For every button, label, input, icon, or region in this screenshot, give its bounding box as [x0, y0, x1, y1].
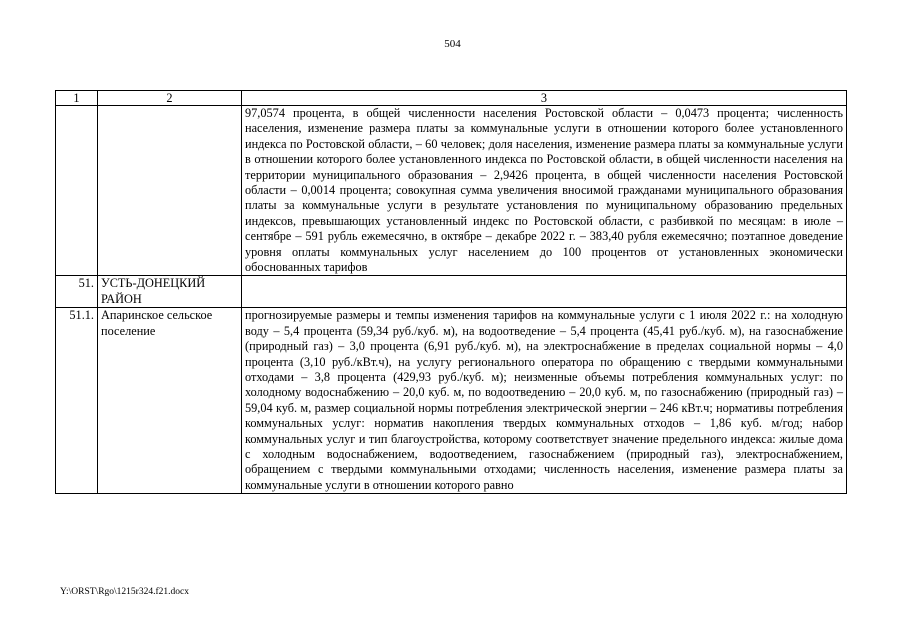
page-number: 504 — [444, 38, 461, 50]
column-header-name: 2 — [98, 91, 242, 106]
row-text-cell: прогнозируемые размеры и темпы изменения тарифов на коммунальные услуги с 1 июля 2022 г.: на холодную воду – 5,4 процента (59,34 руб./куб. м), на водоотведение – 5,4 процента (45,41 руб./куб. м), на газоснабжение (природный газ) – 3,0 процента (6,91 руб./куб. м), на электроснабжение в пределах социальной нормы – 4,0 процента (3,10 руб./кВт.ч), на услугу регионального оператора по обращению с твердыми коммунальными отходами – 3,8 процента (429,93 руб./куб. м); неизменные объемы потребления коммунальных услуг: по холодному водоснабжению – 20,0 куб. м, по водоотведению – 20,0 куб. м, по газоснабжению (природный газ) – 59,04 куб. м, размер социальной нормы потребления электрической энергии – 246 кВт.ч; нормативы потребления коммунальных услуг: норматив накопления твердых коммунальных отходов – 1,86 куб. м/год; набор коммунальных услуг и тип благоустройства, которому соответствует значение предельного индекса: жилые дома с холодным водоснабжением, водоотведением, газоснабжением (природный газ), электроснабжением, обращением с твердыми коммунальными отходами; численность населения, изменение размера платы за коммунальные услуги в отношении которого равно — [242, 308, 847, 494]
row-text-cell — [242, 276, 847, 308]
table-row — [56, 106, 847, 276]
row-number-cell: 51. — [56, 276, 98, 308]
column-header-description: 3 — [242, 91, 847, 106]
row-name-cell: Апаринское сельское поселение — [98, 308, 242, 494]
row-name-cell — [98, 106, 242, 276]
footer-file-path: Y:\ORST\Rgo\1215r324.f21.docx — [60, 587, 189, 597]
row-name-cell: УСТЬ-ДОНЕЦКИЙ РАЙОН — [98, 276, 242, 308]
table-row — [56, 276, 847, 308]
column-header-number: 1 — [56, 91, 98, 106]
row-number-cell: 51.1. — [56, 308, 98, 494]
tariff-table — [55, 90, 847, 494]
row-text-cell: 97,0574 процента, в общей численности населения Ростовской области – 0,0473 процента; численность населения, изменение размера платы за коммунальные услуги в отношении которого более установленного индекса по Ростовской области, – 60 человек; доля населения, изменение размера платы за коммунальные услуги в отношении которого более установленного индекса по Ростовской области, в общей численности населения на территории муниципального образования – 2,9426 процента, в общей численности населения Ростовской области – 0,0014 процента; совокупная сумма увеличения вносимой гражданами муниципального образования платы за коммунальные услуги в результате установления по муниципальному образованию предельных индексов, превышающих установленный индекс по Ростовской области, с разбивкой по месяцам: в июле – сентябре – 591 рубль ежемесячно, в октябре – декабре 2022 г. – 383,40 рубля ежемесячно; поэтапное доведение уровня оплаты коммунальных услуг населением до 100 процентов от установленных экономически обоснованных тарифов — [242, 106, 847, 276]
row-number-cell — [56, 106, 98, 276]
table-header-row — [56, 91, 847, 106]
table-row — [56, 308, 847, 494]
